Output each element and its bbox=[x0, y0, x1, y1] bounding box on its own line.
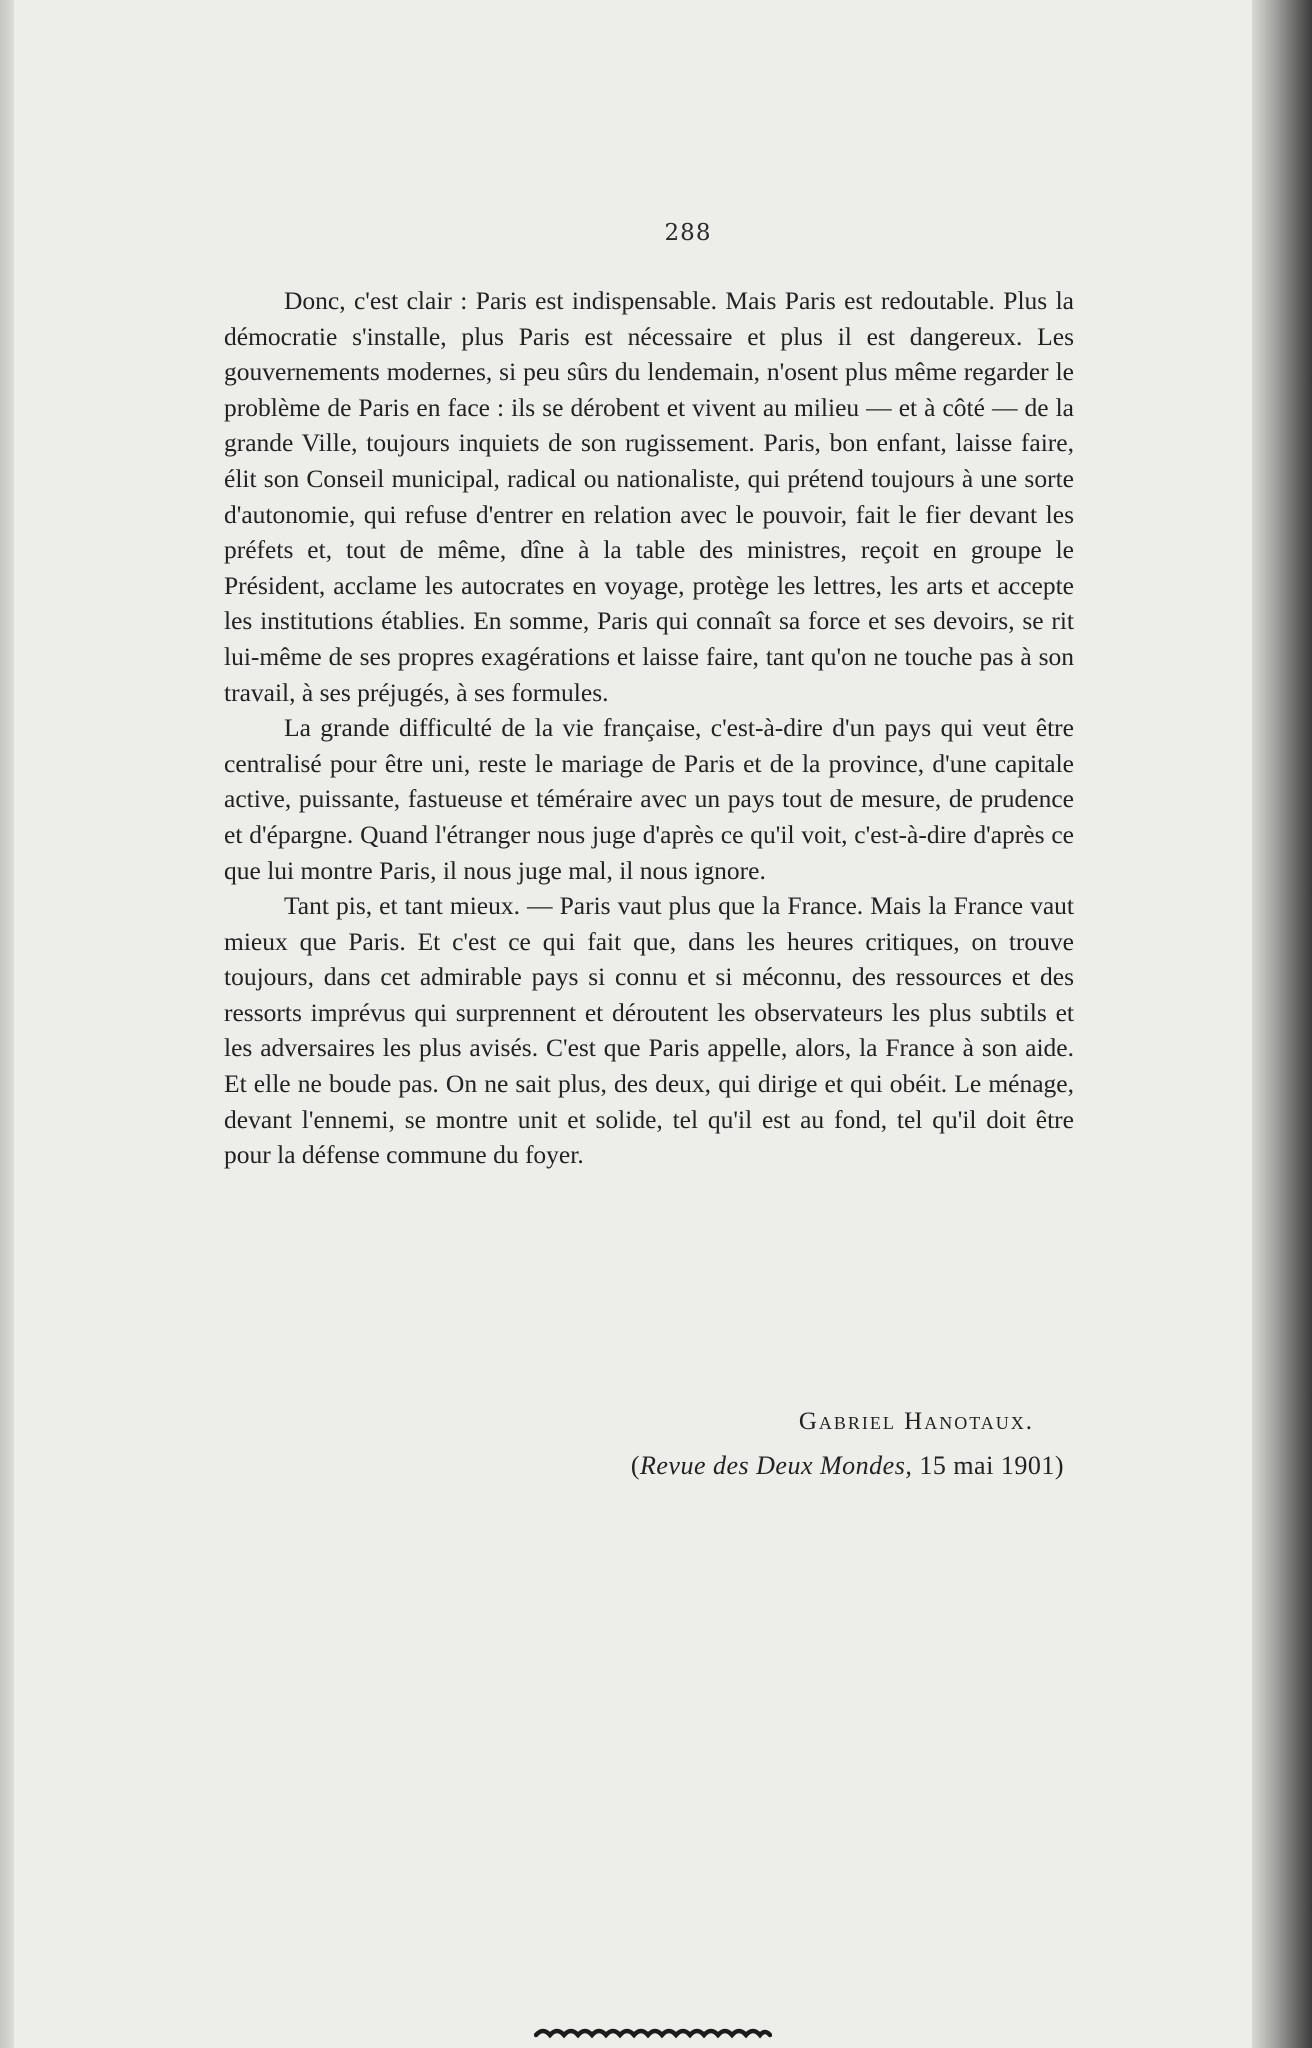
author-name: Gabriel Hanotaux. bbox=[798, 1408, 1034, 1435]
body-text bbox=[224, 283, 1074, 1173]
paragraph-1: Donc, c'est clair : Paris est indispensable. Mais Paris est redoutable. Plus la démocratie s'installe, plus Paris est nécessaire et plus il est dangereux. Les gouvernements modernes, si peu sûrs du lendemain, n'osent plus même regarder le problème de Paris en face : ils se dérobent et vivent au milieu — et à côté — de la grande Ville, toujours inquiets de son rugissement. Paris, bon enfant, laisse faire, élit son Conseil municipal, radical ou nationaliste, qui prétend toujours à une sorte d'autonomie, qui refuse d'entrer en relation avec le pouvoir, fait le fier devant les préfets et, tout de même, dîne à la table des ministres, reçoit en groupe le Président, acclame les autocrates en voyage, protège les lettres, les arts et accepte les institutions établies. En somme, Paris qui connaît sa force et ses devoirs, se rit lui-même de ses propres exagérations et laisse faire, tant qu'on ne touche pas à son travail, à ses préjugés, à ses formules. bbox=[224, 286, 1074, 707]
page-number: 288 bbox=[664, 220, 712, 246]
citation-journal-title: Revue des Deux Mondes, bbox=[639, 1451, 913, 1480]
source-citation bbox=[224, 1448, 1064, 1484]
citation-date: 15 mai 1901 bbox=[919, 1451, 1055, 1480]
citation-close-paren: ) bbox=[1054, 1451, 1064, 1480]
paragraph-3: Tant pis, et tant mieux. — Paris vaut plus que la France. Mais la France vaut mieux que Paris. Et c'est ce qui fait que, dans les heures critiques, on trouve toujours, dans cet admirable pays si connu et si méconnu, des ressources et des ressorts imprévus qui surprennent et déroutent les observateurs les plus subtils et les adversaires les plus avisés. C'est que Paris appelle, alors, la France à son aide. Et elle ne boude pas. On ne sait plus, des deux, qui dirige et qui obéit. Le ménage, devant l'ennemi, se montre unit et solide, tel qu'il est au fond, tel qu'il doit être pour la défense commune du foyer. bbox=[224, 891, 1074, 1170]
scan-edge-right bbox=[1252, 0, 1312, 2048]
book-page bbox=[14, 0, 1262, 2048]
author-signature bbox=[224, 1404, 1034, 1440]
paragraph-2: La grande difficulté de la vie française, c'est-à-dire d'un pays qui veut être centralisé pour être uni, reste le mariage de Paris et de la province, d'une capitale active, puissante, fastueuse et téméraire avec un pays tout de mesure, de prudence et d'épargne. Quand l'étranger nous juge d'après ce qu'il voit, c'est-à-dire d'après ce que lui montre Paris, il nous juge mal, il nous ignore. bbox=[224, 713, 1074, 885]
citation-open-paren: ( bbox=[630, 1451, 640, 1480]
decorative-ornament-icon bbox=[534, 2025, 772, 2039]
